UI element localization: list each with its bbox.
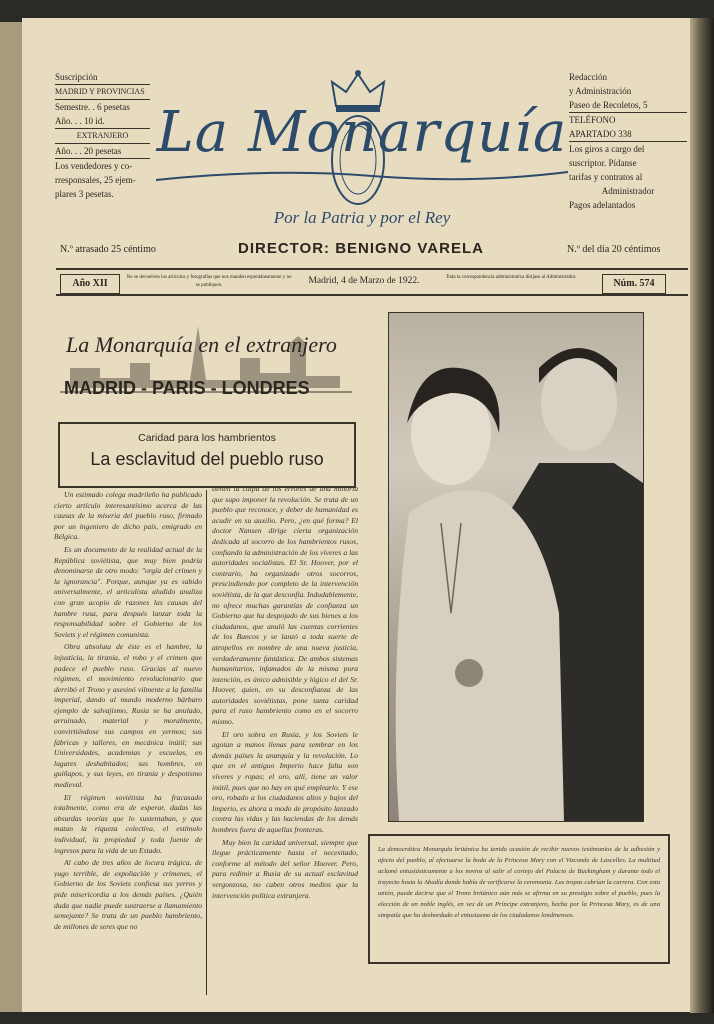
article-col1-paragraph: Al cabo de tres años de locura trágica, de yugo terrible, de expoliación y crímenes, el Gobierno de los Soviets confiesa sus yerros y pide misericordia a los demás países. ¿Quién duda que nadie puede sustraerse a llamamiento semejante? Se trata de un pueblo hambriento, de millones de seres que no [54, 858, 202, 931]
admin-line-1: Redacción [569, 72, 607, 82]
infobar-note-left: No se devuelven los artículos y fotografías que nos manden espontáneamente y no se publiquen. [126, 275, 292, 288]
article-column-2 [212, 484, 358, 1002]
year-label: Año XII [60, 274, 120, 294]
subscription-box [55, 70, 150, 201]
photo-figures-icon [389, 313, 643, 821]
photo-caption: La democrática Monarquía británica ha tenido ocasión de recibir nuevos testimonios de la adhesión y afecto del pueblo, al efectuarse la boda de la Princesa Mary con el Vizconde de Lascelles. La multitud aclamó entusiásticamente a los novios al salir el cortejo del Palacio de Buckingham y durante todo el trayecto hasta la Abadía donde había de verificarse la ceremonia. Las tropas cubrían la carrera. Con esta unión, puede decirse que el Trono británico aún más se afirma en su prestigio sobre el pueblo, pues la elección de un noble inglés, en vez de un Príncipe extranjero, hecha por la Princesa Mary, es de una simpatía que ha desbordado el entusiasmo de los ciudadanos londinenses. [378, 846, 660, 919]
article-col1-paragraph: Es un documento de la realidad actual de la República soviétista, que muy bien podría denominarse de otro modo: "orgía del crimen y la ignorancia". Porque, aunque ya es sabido universalmente, el articulista aludido analiza con gran acopio de razones las causas del hambre rusa, para después lanzar toda la responsabilidad sobre el Gobierno de los Soviets y el régimen comunista. [54, 544, 202, 639]
article-col2-paragraph: El oro sobra en Rusia, y los Soviets le agotan a manos llenas para sembrar en los demás países la anarquía y la revolución. Lo que en el antiguo Imperio hace falta son víveres y ropas; el oro, allí, tiene un valor inútil, pues que no hay en qué emplearlo. Y ese oro, robado a los ciudadanos altos y bajos del Imperio, es ahora a modo de propósito lanzado contra las vidas y las haciendas de los demás hombres fuera de aquellas fronteras. [212, 729, 358, 834]
issue-number: Núm. 574 [602, 274, 666, 294]
section-title-cities: MADRID - PARIS - LONDRES [64, 378, 310, 398]
admin-line-7: suscriptor. Pídanse [569, 158, 637, 168]
back-issue-price: N.º atrasado 25 céntimo [60, 244, 156, 255]
subscription-header: Suscripción [55, 72, 98, 82]
infobar-rule-bottom [56, 294, 688, 296]
article-col1-paragraph: Obra absoluta de éste es el hambre, la injusticia, la tiranía, el robo y el crimen que padece el pueblo ruso. Gracias al nuevo régimen, el movimiento revolucionario que derribó el Trono y asesinó vilmente a la familia imperial, dando al mundo moderno bárbaro ejemplo de salvajismo, Rusia se ha anulado, arruinado, material y moralmente, convirtiéndose sus campos en yermos; sus fábricas y talleres, en mecánica inútil; sus Universidades, academias y escuelas, en lugares deshabitados; sus hombres, en guiñapos, y sus leyes, en tiranía y despotismo medieval. [54, 642, 202, 790]
royal-couple-photo [388, 312, 644, 822]
subscription-vendors-1: Los vendedores y co- [55, 158, 150, 173]
director-line: DIRECTOR: BENIGNO VARELA [238, 240, 484, 257]
issue-date: Madrid, 4 de Marzo de 1922. [308, 276, 420, 286]
admin-line-6: Los giros a cargo del [569, 144, 645, 154]
book-edge-right [690, 18, 714, 1013]
title-flourish-icon [152, 166, 572, 186]
subscription-vendors-2: rresponsales, 25 ejem- [55, 175, 136, 185]
admin-line-9: Administrador [601, 186, 655, 196]
article-col1-paragraph: El régimen soviétista ha fracasado totalmente, como era de esperar, dadas las absurdas teorías que lo sustentaban, y que matan la riqueza colectiva, el estímulo individual, la propiedad y toda fuente de ingresos para la vida de un Estado. [54, 792, 202, 855]
admin-line-5: APARTADO 338 [569, 127, 687, 142]
day-issue-price: N.º del día 20 céntimos [567, 244, 661, 255]
subscription-ano: Año. . . 10 id. [55, 116, 105, 126]
masthead-title: La Monarquía [156, 100, 568, 165]
subscription-vendors-3: plares 3 pesetas. [55, 189, 114, 199]
section-banner [60, 318, 352, 412]
subscription-semestre: Semestre. . 6 pesetas [55, 102, 130, 112]
admin-line-3: Paseo de Recoletos, 5 [569, 100, 648, 110]
article-kicker: Caridad para los hambrientos [138, 432, 276, 444]
photo-caption-box [368, 834, 670, 964]
infobar-note-right: Toda la correspondencia administrativa diríjase al Administrador. [445, 275, 577, 280]
admin-box [569, 70, 687, 212]
article-col1-paragraph: Un estimado colega madrileño ha publicado cierto artículo interesantísimo acerca de las causas de la miseria del pueblo ruso, firmado por un ingeniero de dicho país, emigrado en Bélgica. [54, 490, 202, 542]
subscription-region-foreign: EXTRANJERO [55, 128, 150, 144]
admin-line-2: y Administración [569, 86, 632, 96]
section-title-script: La Monarquía en el extranjero [66, 332, 337, 357]
newspaper-page [22, 18, 690, 1012]
infobar-rule-top [56, 268, 688, 270]
article-headline: La esclavitud del pueblo ruso [90, 449, 324, 469]
column-divider [206, 490, 207, 995]
book-gutter-left [0, 22, 22, 1012]
article-col2-paragraph: tienen la culpa de los errores de una minoría que supo imponer la revolución. Se trata de un pueblo que reconoce, y deber de humanidad es acudir en su auxilio. Pero, ¿en qué forma? El doctor Nansen dirige cierta organización dedicada al socorro de los hambrientos rusos, confiando la administración de los víveres a las autoridades socialistas. El Sr. Hoover, por el contrario, ha organizado otros socorros, prescindiendo por completo de la intervención soviétista, de la que desconfía. Indudablemente, no ofrece muchas garantías de confianza un Gobierno que ha despojado de sus bienes a los ciudadanos, que anuló las cuentas corrientes de los Bancos y se lanzó a toda suerte de atropellos en nombre de una nueva justicia, verdaderamente fantástica. De ambos sistemas humanitarios, infamados de la misma pura intención, es único admisible y lógico el del Sr. Hoover, quien, en su desconfianza de las autoridades soviétistas, pone tanta caridad para el ruso hambriento como en el socorro mismo. [212, 484, 358, 727]
admin-line-8: tarifas y contratos al [569, 172, 643, 182]
article-column-1 [54, 490, 202, 1002]
admin-line-4: TELÉFONO [569, 112, 687, 127]
masthead-motto: Por la Patria y por el Rey [273, 208, 451, 227]
headline-box [58, 422, 356, 488]
subscription-ano-foreign: Año. . . 20 pesetas [55, 146, 122, 156]
subscription-region-domestic: MADRID Y PROVINCIAS [55, 84, 150, 100]
admin-line-10: Pagos adelantados [569, 200, 636, 210]
article-col2-paragraph: Muy bien la caridad universal, siempre que llegue prácticamente hasta el necesitado, conforme al método del señor Hoover. Pero, para redimir a Rusia de su actual esclavitud vergonzosa, no caben otros medios que la intervención política extranjera. [212, 837, 358, 900]
